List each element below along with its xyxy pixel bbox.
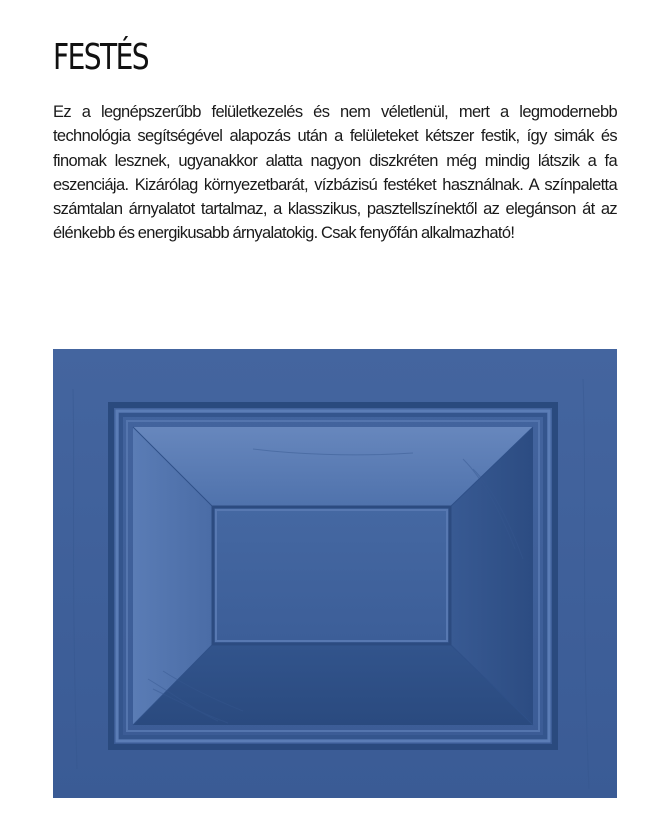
section-title: FESTÉS bbox=[53, 37, 149, 78]
painted-panel-image bbox=[53, 349, 617, 798]
painted-panel-illustration bbox=[53, 349, 617, 798]
section-description: Ez a legnépszerűbb felületkezelés és nem véletlenül, mert a legmodernebb technológia segítségével alapozás után a felületeket kétszer festik, így simák és finomak lesznek, ugyanakkor alatta nagyon diszkréten még mindig látszik a fa eszenciája. Kizárólag környezetbarát, vízbázisú festéket használnak. A színpaletta számtalan árnyalatot tartalmaz, a klasszikus, pasztellszínektől az elegánson át az élénkebb és energikusabb árnyalatokig. Csak fenyőfán alkalmazható! bbox=[53, 103, 617, 243]
